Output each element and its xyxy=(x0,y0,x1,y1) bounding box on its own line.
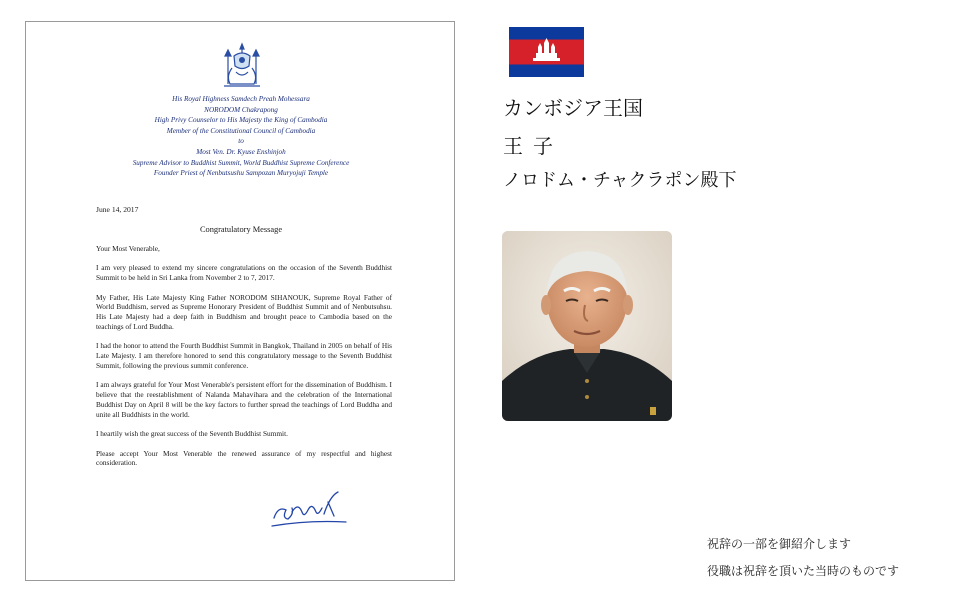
letter-date: June 14, 2017 xyxy=(96,205,139,214)
note-position: 役職は祝辞を頂いた当時のものです xyxy=(707,564,900,578)
header-line: High Privy Counselor to His Majesty the King of Cambodia xyxy=(154,116,328,125)
letter-paragraph: I heartily wish the great success of the Seventh Buddhist Summit. xyxy=(96,429,288,439)
header-line: His Royal Highness Samdech Preah Mohessara xyxy=(172,95,310,103)
letter-title: Congratulatory Message xyxy=(199,225,283,234)
header-line: Supreme Advisor to Buddhist Summit, World Buddhist Supreme Conference xyxy=(132,158,350,167)
royal-coat-of-arms-icon xyxy=(216,40,268,92)
letter-paragraph: Please accept Your Most Venerable the renewed assurance of my respectful and highest consideration. xyxy=(96,448,392,468)
letter-paragraph: I am always grateful for Your Most Venerable's persistent effort for the dissemination of Buddhism. I believe that the reestablishment of Nalanda Mahavihara and the celebration of the International Buddhist Day on April 8 will be the key factors to further spread the teachings of Lord Buddha and unite all Buddhists in the world. xyxy=(96,380,392,419)
person-name: ノロドム・チャクラポン殿下 xyxy=(503,170,737,191)
signature-icon xyxy=(268,488,352,530)
letter-body xyxy=(96,244,392,478)
portrait-photo xyxy=(502,231,672,421)
royal-title: 王子 xyxy=(503,134,563,158)
header-line: Member of the Constitutional Council of Cambodia xyxy=(166,126,316,135)
salutation: Your Most Venerable, xyxy=(96,244,160,253)
header-line: Founder Priest of Nenbutsushu Sampozan Muryojuji Temple xyxy=(153,169,329,178)
header-line: NORODOM Chakrapong xyxy=(204,105,278,114)
letter-paragraph: My Father, His Late Majesty King Father NORODOM SIHANOUK, Supreme Royal Father of World Buddhism, served as Supreme Honorary President of Buddhist Summit and of Nenbutsuhsu. His Late Majesty had a deep faith in Buddhism and brought peace to Cambodia based on the teachings of Lord Buddha. xyxy=(96,292,392,331)
cambodia-flag-icon xyxy=(509,27,584,77)
note-excerpt: 祝辞の一部を御紹介します xyxy=(707,537,852,551)
header-line: Most Ven. Dr. Kyuse Enshinjoh xyxy=(196,147,286,156)
congratulatory-letter xyxy=(25,21,455,581)
country-name: カンボジア王国 xyxy=(503,96,643,120)
letter-header xyxy=(26,94,456,179)
letter-paragraph: I am very pleased to extend my sincere congratulations on the occasion of the Seventh Buddhist Summit to be held in Sri Lanka from November 2 to 7, 2017. xyxy=(96,263,392,283)
letter-paragraph: I had the honor to attend the Fourth Buddhist Summit in Bangkok, Thailand in 2005 on behalf of His Late Majesty. I am therefore honored to send this congratulatory message to the Seventh Buddhist Summit, following the previous summit conference. xyxy=(96,341,392,370)
header-line: to xyxy=(238,137,244,146)
